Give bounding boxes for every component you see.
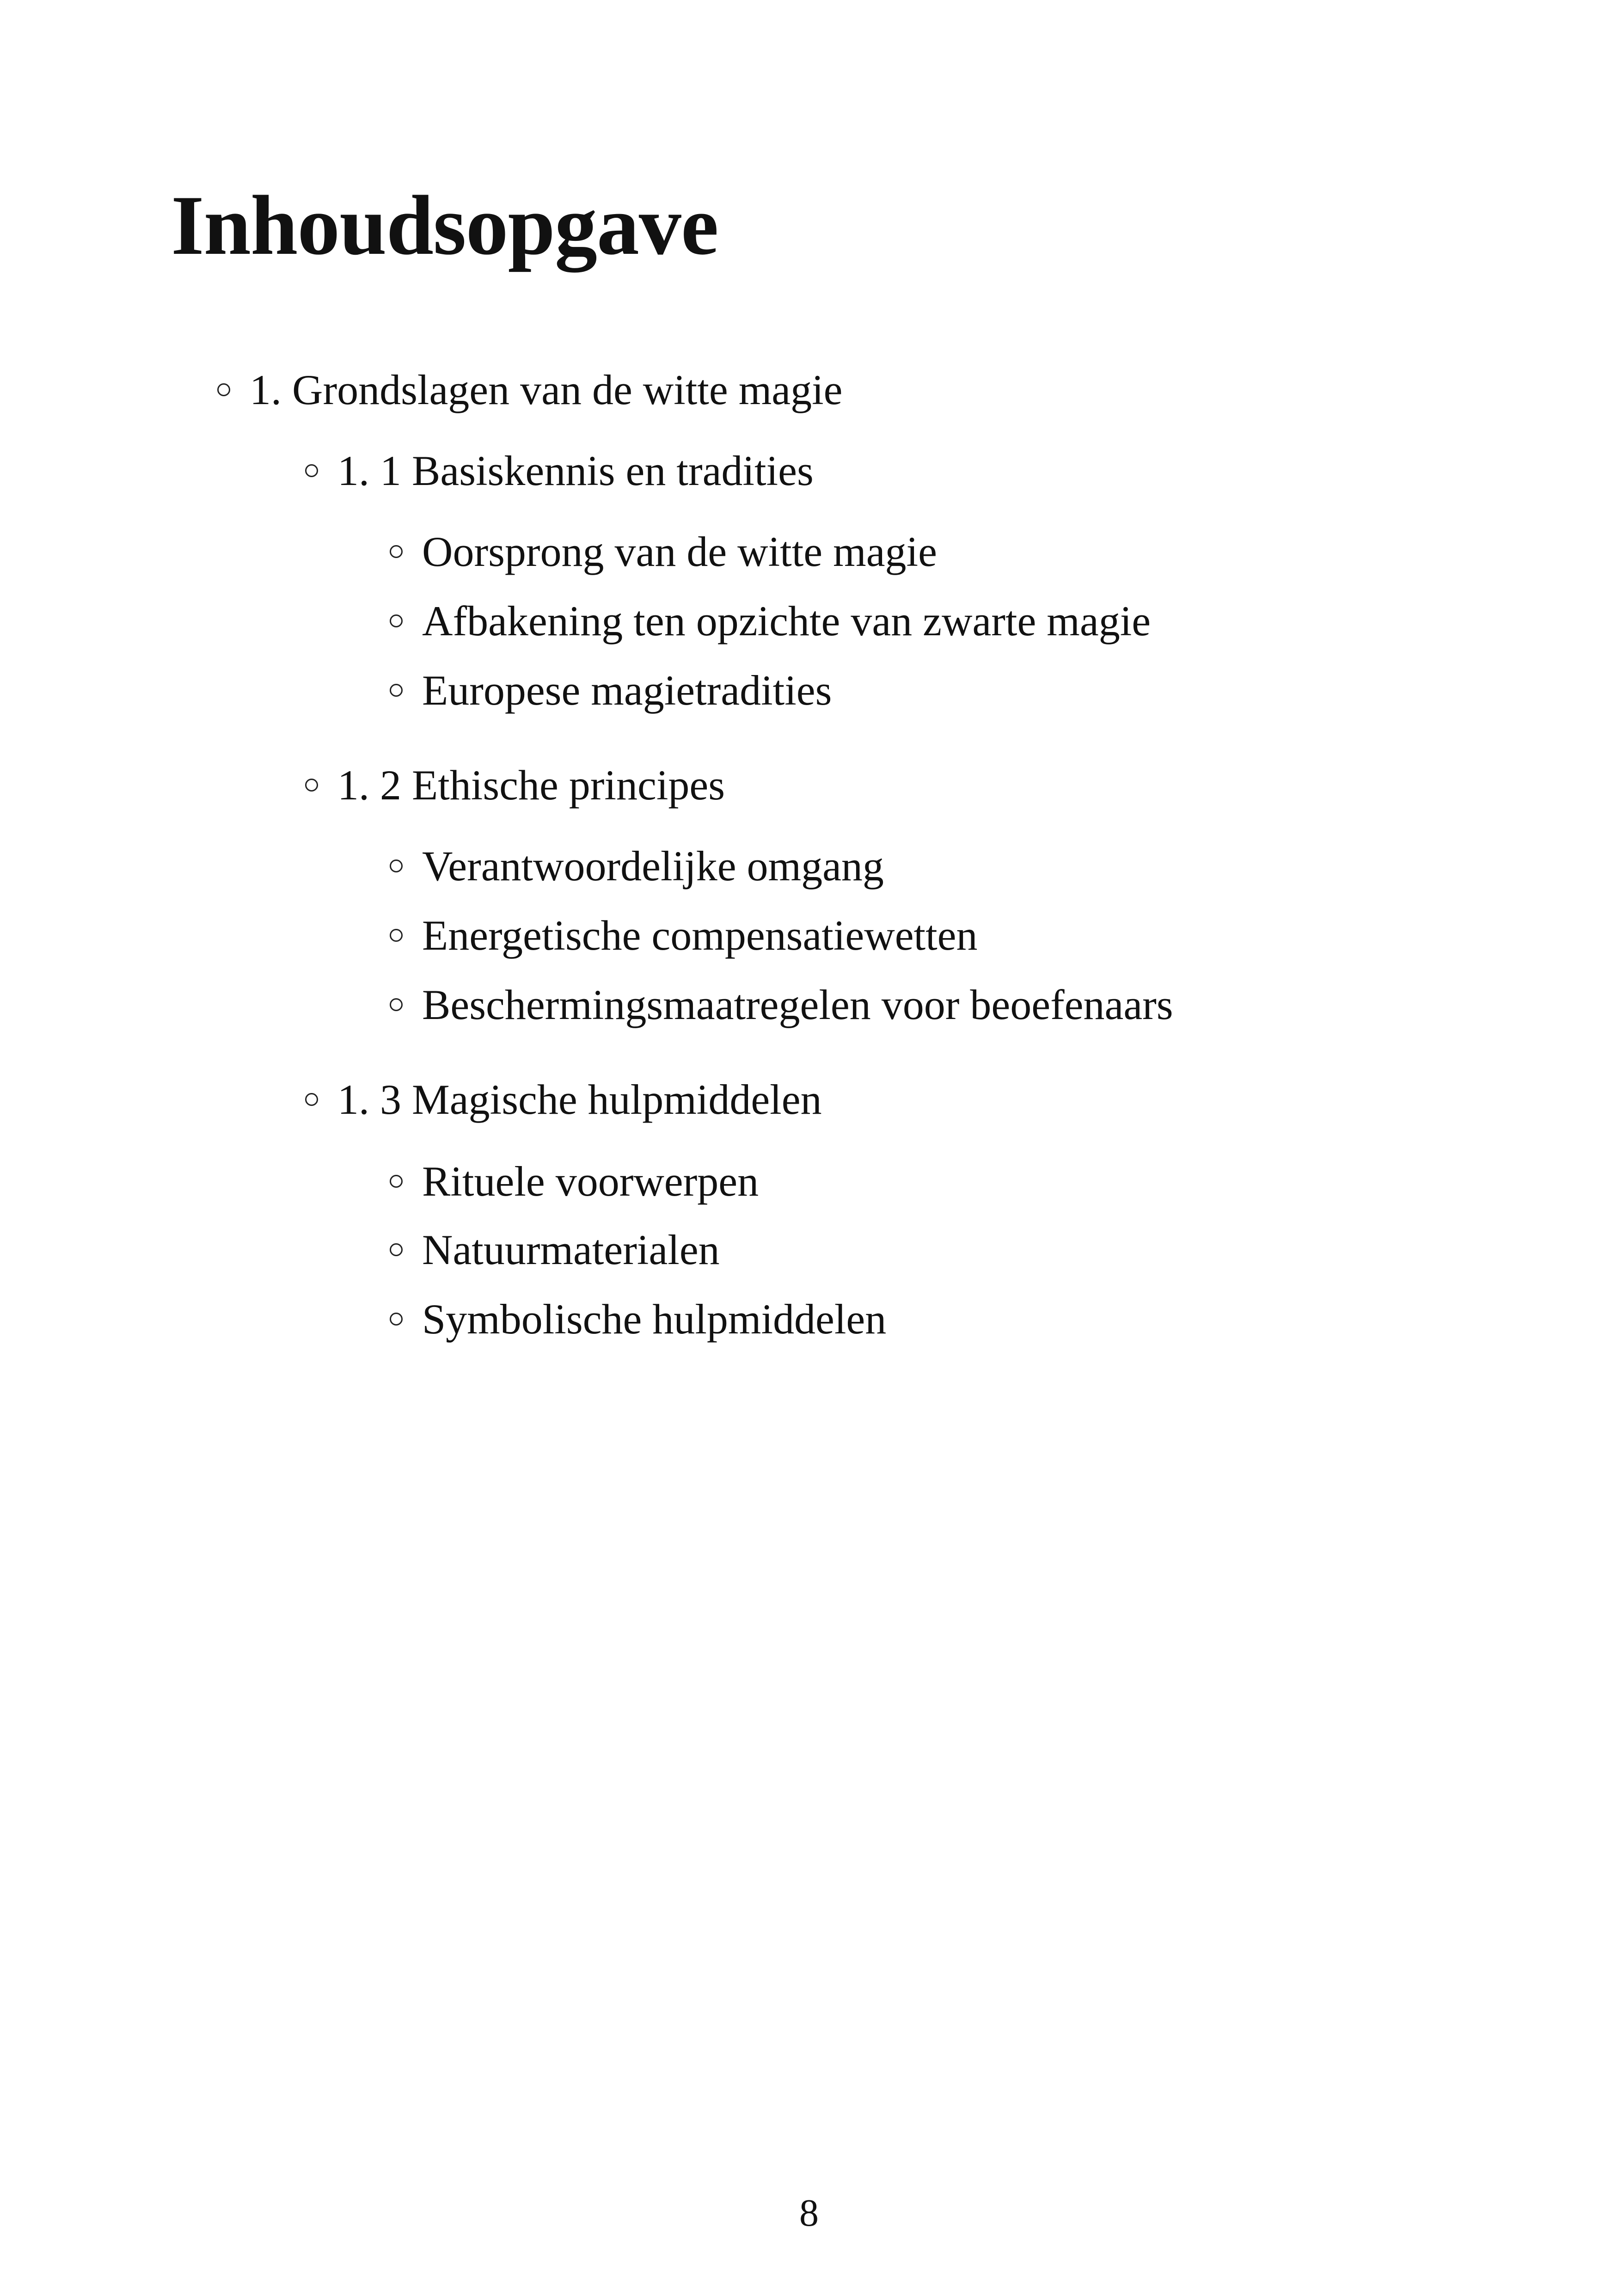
circle-bullet-icon [390,684,403,697]
toc-entry-label: 1. 3 Magische hulpmiddelen [337,1076,822,1123]
toc-entry-label: 1. 2 Ethische principes [337,761,725,809]
toc-entry-label: Oorsprong van de witte magie [422,528,937,575]
page-number: 8 [799,2192,819,2235]
toc-entry-label: Afbakening ten opzichte van zwarte magie [422,597,1151,645]
toc-section-1-2[interactable] [305,760,725,810]
circle-bullet-icon [390,929,403,942]
toc-entry-label: 1. Grondslagen van de witte magie [250,366,843,413]
circle-bullet-icon [305,779,318,792]
toc-item[interactable] [390,1294,886,1344]
toc-entry-label: Europese magietradities [422,667,832,714]
circle-bullet-icon [390,1313,403,1326]
toc-entry-label: Beschermingsmaatregelen voor beoefenaars [422,981,1173,1028]
toc-entry-label: Verantwoordelijke omgang [422,842,884,890]
toc-item[interactable] [390,526,937,577]
circle-bullet-icon [390,545,403,558]
toc-item[interactable] [390,665,832,716]
toc-item[interactable] [390,595,1151,646]
circle-bullet-icon [305,464,318,477]
toc-item[interactable] [390,1224,720,1275]
toc-item[interactable] [390,1156,759,1207]
toc-item[interactable] [390,910,977,961]
circle-bullet-icon [390,1175,403,1188]
page-title: Inhoudsopgave [171,178,718,272]
toc-entry-label: Rituele voorwerpen [422,1158,759,1205]
toc-entry-label: Symbolische hulpmiddelen [422,1295,887,1343]
toc-entry-label: 1. 1 Basiskennis en tradities [337,447,814,494]
circle-bullet-icon [390,614,403,627]
toc-section-1-3[interactable] [305,1074,822,1125]
toc-item[interactable] [390,979,1173,1030]
circle-bullet-icon [390,1243,403,1256]
toc-entry-label: Natuurmaterialen [422,1226,720,1273]
circle-bullet-icon [305,1093,318,1106]
toc-item[interactable] [390,841,884,891]
toc-chapter-1[interactable] [217,364,843,415]
circle-bullet-icon [390,859,403,872]
toc-section-1-1[interactable] [305,445,814,496]
toc-entry-label: Energetische compensatiewetten [422,912,978,959]
circle-bullet-icon [217,383,230,396]
circle-bullet-icon [390,998,403,1011]
